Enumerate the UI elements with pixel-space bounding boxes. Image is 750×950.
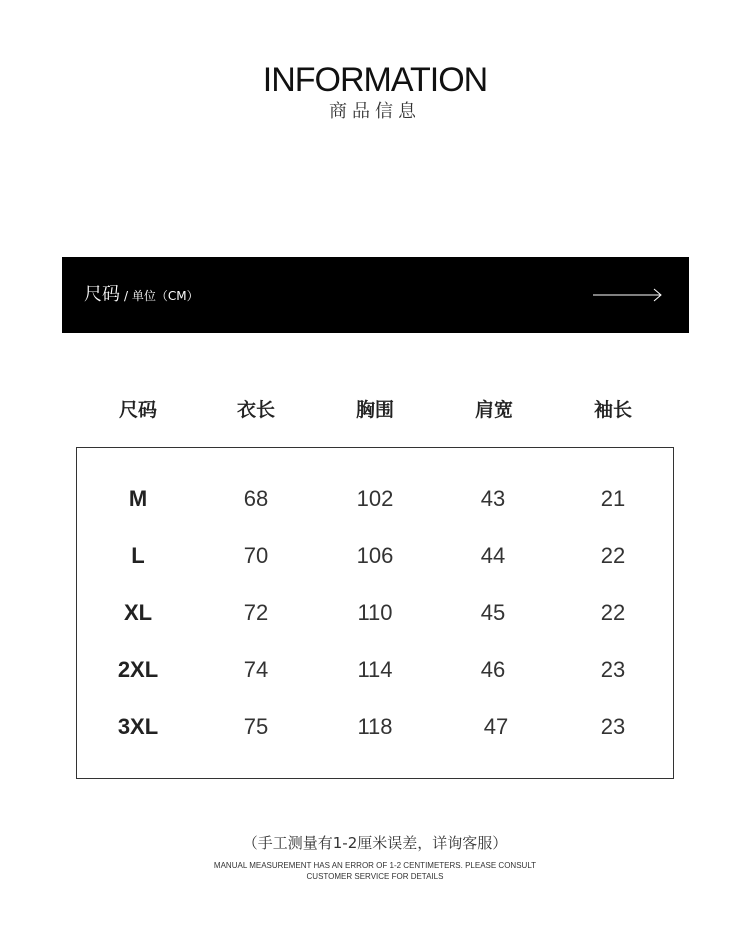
table-row [0, 655, 750, 685]
table-cell-sleeve: 22 [600, 600, 626, 625]
table-cell-size: 3XL [117, 714, 159, 739]
table-cell-sleeve: 23 [600, 657, 626, 682]
table-cell-length: 74 [243, 657, 269, 682]
page-subtitle: 商品信息 [329, 101, 421, 122]
table-cell-shoulder: 43 [480, 486, 506, 511]
table-cell-length: 72 [243, 600, 269, 625]
table-row [0, 484, 750, 514]
table-cell-shoulder: 45 [480, 600, 506, 625]
column-header-size: 尺码 [118, 399, 157, 421]
size-banner [62, 257, 689, 333]
page-title: INFORMATION [262, 61, 488, 99]
table-cell-size: L [131, 543, 145, 568]
right-arrow-icon [593, 288, 663, 302]
measurement-note-en-line2: CUSTOMER SERVICE FOR DETAILS [306, 872, 444, 881]
measurement-note-en-line1: MANUAL MEASUREMENT HAS AN ERROR OF 1-2 CENTIMETERS. PLEASE CONSULT [213, 861, 537, 870]
table-cell-chest: 110 [357, 600, 393, 625]
banner-label-group [84, 283, 199, 308]
table-cell-sleeve: 23 [600, 714, 626, 739]
table-cell-size: 2XL [117, 657, 159, 682]
table-cell-chest: 102 [356, 486, 394, 511]
table-cell-length: 75 [243, 714, 269, 739]
table-cell-length: 68 [243, 486, 269, 511]
table-cell-sleeve: 21 [600, 486, 626, 511]
table-row [0, 598, 750, 628]
banner-title: 尺码 [84, 284, 120, 305]
table-cell-length: 70 [243, 543, 269, 568]
table-cell-shoulder: 44 [480, 543, 506, 568]
table-cell-shoulder: 47 [483, 714, 509, 739]
table-cell-chest: 106 [356, 543, 394, 568]
table-cell-size: M [128, 486, 148, 511]
banner-unit: / 单位（CM） [124, 289, 199, 303]
column-header-sleeve: 袖长 [593, 399, 632, 421]
table-cell-chest: 118 [357, 714, 393, 739]
measurement-note-cn: （手工测量有1-2厘米误差，详询客服） [242, 834, 508, 852]
measurement-note-en [0, 860, 750, 882]
column-header-chest: 胸围 [355, 399, 394, 421]
table-cell-size: XL [123, 600, 153, 625]
table-cell-shoulder: 46 [480, 657, 506, 682]
table-cell-chest: 114 [357, 657, 393, 682]
column-header-length: 衣长 [236, 399, 275, 421]
table-cell-sleeve: 22 [600, 543, 626, 568]
table-row [0, 712, 750, 742]
column-header-shoulder: 肩宽 [474, 399, 513, 421]
table-header-row [0, 396, 750, 424]
table-row [0, 541, 750, 571]
